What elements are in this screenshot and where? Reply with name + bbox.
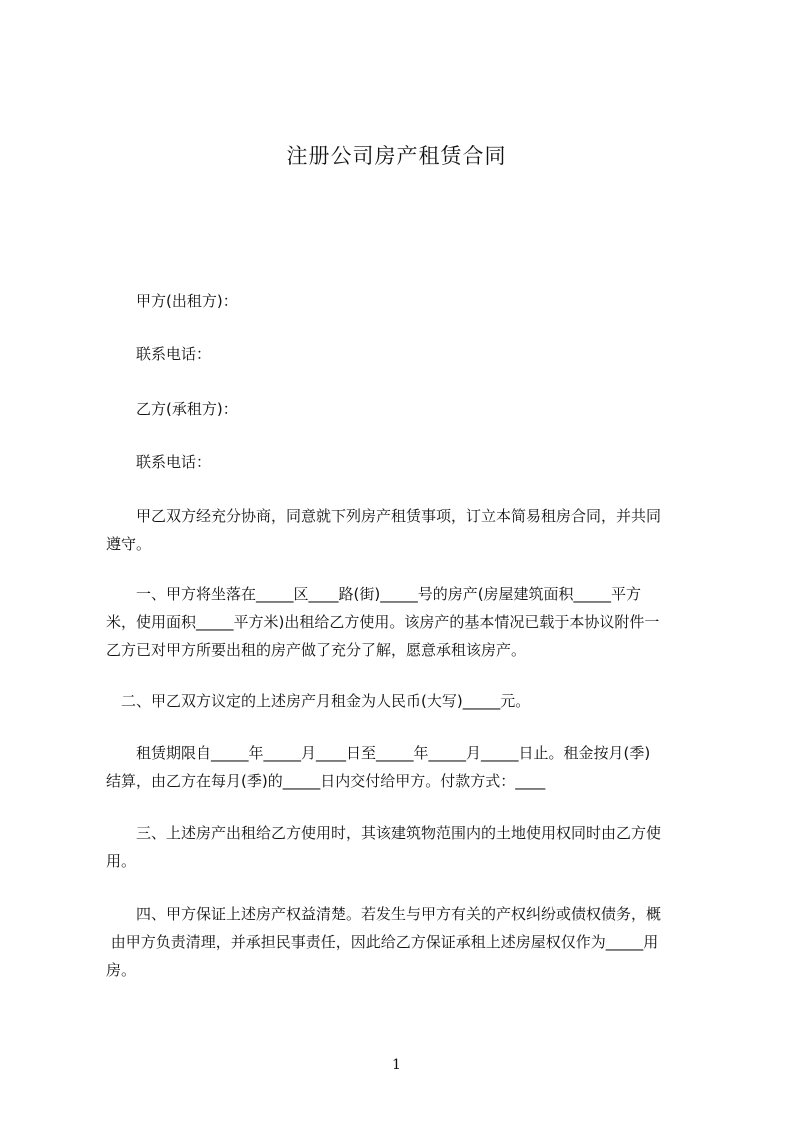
intro-line-1: 甲乙双方经充分协商，同意就下列房产租赁事项，订立本简易租房合同，并共同 — [136, 507, 662, 525]
party-b-field — [106, 395, 698, 423]
party-a-label: 甲方(出租方)： — [136, 292, 238, 310]
intro-paragraph — [106, 502, 698, 558]
clause-1-line-3: 乙方已对甲方所要出租的房产做了充分了解，愿意承租该房产。 — [106, 641, 527, 659]
party-a-phone-label: 联系电话： — [136, 345, 212, 363]
clause-2-paragraph — [106, 687, 698, 715]
party-a-field — [106, 287, 698, 315]
party-a-phone-field — [106, 340, 698, 368]
clause-4-paragraph — [106, 900, 698, 984]
lease-term-paragraph — [106, 739, 698, 795]
intro-line-2: 遵守。 — [106, 535, 152, 553]
clause-4-line-1: 四、甲方保证上述房产权益清楚。若发生与甲方有关的产权纠纷或债权债务，概 — [136, 905, 662, 923]
clause-2-line-1: 二、甲乙双方议定的上述房产月租金为人民币(大写)_____元。 — [121, 692, 531, 710]
party-b-phone-label: 联系电话： — [136, 453, 212, 471]
clause-1-paragraph — [106, 580, 698, 664]
clause-3-line-1: 三、上述房产出租给乙方使用时，其该建筑物范围内的土地使用权同时由乙方使 — [136, 824, 662, 842]
clause-4-line-3: 房。 — [106, 961, 137, 979]
clause-1-line-2: 米，使用面积_____平方米)出租给乙方使用。该房产的基本情况已载于本协议附件一 — [106, 613, 660, 631]
document-title: 注册公司房产租赁合同 — [286, 144, 507, 168]
page-number: 1 — [392, 1057, 401, 1073]
clause-3-line-2: 用。 — [106, 852, 137, 870]
clause-1-line-1: 一、甲方将坐落在_____区____路(街)_____号的房产(房屋建筑面积_____平方 — [136, 585, 642, 603]
lease-term-line-2: 结算，由乙方在每月(季)的_____日内交付给甲方。付款方式：____ — [106, 772, 546, 790]
clause-3-paragraph — [106, 819, 698, 875]
party-b-label: 乙方(承租方)： — [136, 400, 238, 418]
clause-4-line-2: 由甲方负责清理，并承担民事责任，因此给乙方保证承租上述房屋权仅作为_____用 — [106, 933, 659, 951]
party-b-phone-field — [106, 448, 698, 476]
lease-term-line-1: 租赁期限自_____年_____月____日至_____年_____月_____日止。租金按月(季) — [136, 744, 651, 762]
